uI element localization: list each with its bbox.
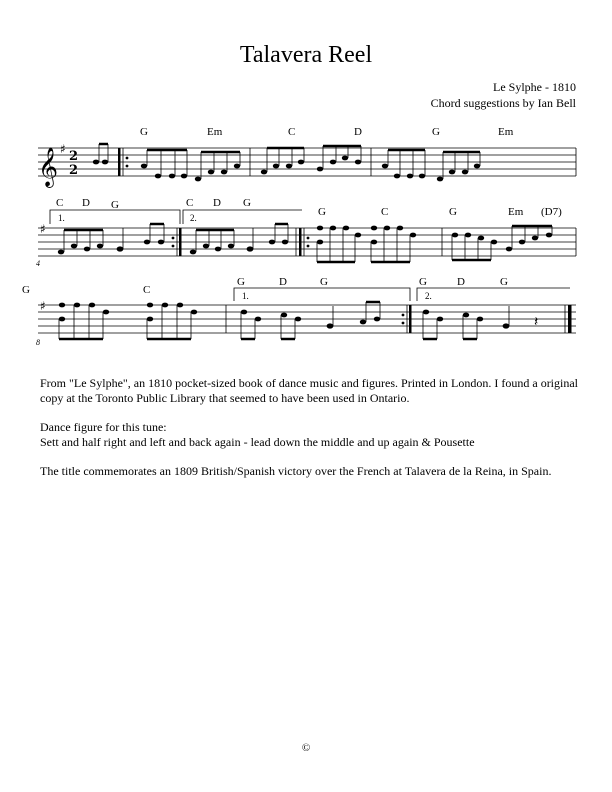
measure (317, 226, 416, 262)
chord-symbol: D (213, 197, 221, 209)
page-title: Talavera Reel (239, 42, 373, 68)
measure-number: 4 (36, 259, 40, 268)
composer-line: Le Sylphe - 1810 (493, 80, 576, 94)
ending-label: 2. (190, 213, 197, 223)
measure (241, 302, 380, 339)
measure (190, 224, 288, 254)
chord-symbol: D (457, 276, 465, 288)
title-history-paragraph: The title commemorates an 1809 British/Spanish victory over the French at Talavera de la Reina, in Spain. (40, 464, 552, 478)
ending-bracket-1 (50, 210, 180, 224)
sharp-icon: ♯ (40, 222, 46, 236)
chord-symbol: G (22, 284, 30, 296)
quarter-rest-icon: 𝄽 (534, 314, 539, 330)
measure-number: 8 (36, 338, 40, 347)
measure (261, 146, 361, 174)
sharp-icon: ♯ (40, 299, 46, 313)
chord-symbol: C (288, 126, 296, 138)
chord-symbol: C (143, 284, 151, 296)
staff-system-1 (38, 126, 576, 188)
chord-symbol: G (111, 199, 119, 211)
chord-symbol: D (279, 276, 287, 288)
source-paragraph: From "Le Sylphe", an 1810 pocket-sized book of dance music and figures. Printed in London. I found a original copy at the Toronto Public Library that seemed to have been used in Ontario. (40, 376, 579, 405)
measure (423, 306, 538, 339)
chord-symbol: G (500, 276, 508, 288)
measure (58, 224, 164, 254)
ending-label: 1. (242, 291, 249, 301)
chord-symbol: G (318, 206, 326, 218)
sharp-icon: ♯ (60, 142, 66, 156)
chord-symbol: G (243, 197, 251, 209)
staff-system-3 (22, 276, 576, 347)
ending-bracket-1 (234, 288, 410, 301)
ending-bracket-2 (417, 288, 570, 301)
chord-symbol: G (432, 126, 440, 138)
chord-symbol: Em (508, 206, 524, 218)
chord-symbol: C (381, 206, 389, 218)
measure (59, 303, 197, 339)
chord-symbol: G (419, 276, 427, 288)
chord-symbol: Em (498, 126, 514, 138)
measure (452, 226, 552, 260)
tune-notes (40, 376, 580, 493)
ending-label: 1. (58, 213, 65, 223)
copyright-symbol: © (301, 742, 311, 754)
chord-symbol: C (56, 197, 64, 209)
pickup-notes (93, 144, 108, 164)
chord-symbol: Em (207, 126, 223, 138)
chord-symbol: G (449, 206, 457, 218)
chord-symbol: (D7) (541, 206, 562, 218)
time-sig-top: 2 (69, 149, 79, 164)
chord-symbol: C (186, 197, 194, 209)
chord-symbol: G (237, 276, 245, 288)
ending-bracket-2 (183, 210, 302, 224)
music-notation (0, 0, 612, 360)
chord-symbol: G (320, 276, 328, 288)
treble-clef-icon: 𝄞 (38, 147, 59, 187)
chord-symbol: D (354, 126, 362, 138)
dance-figure-paragraph: Dance figure for this tune: Sett and half right and left and back again - lead down the middle and up again & Pousette (40, 420, 475, 449)
staff-system-2 (36, 197, 576, 268)
chord-symbol: G (140, 126, 148, 138)
chord-credit-line: Chord suggestions by Ian Bell (430, 96, 576, 110)
time-sig-bottom: 2 (69, 163, 79, 178)
ending-label: 2. (425, 291, 432, 301)
chord-symbol: D (82, 197, 90, 209)
